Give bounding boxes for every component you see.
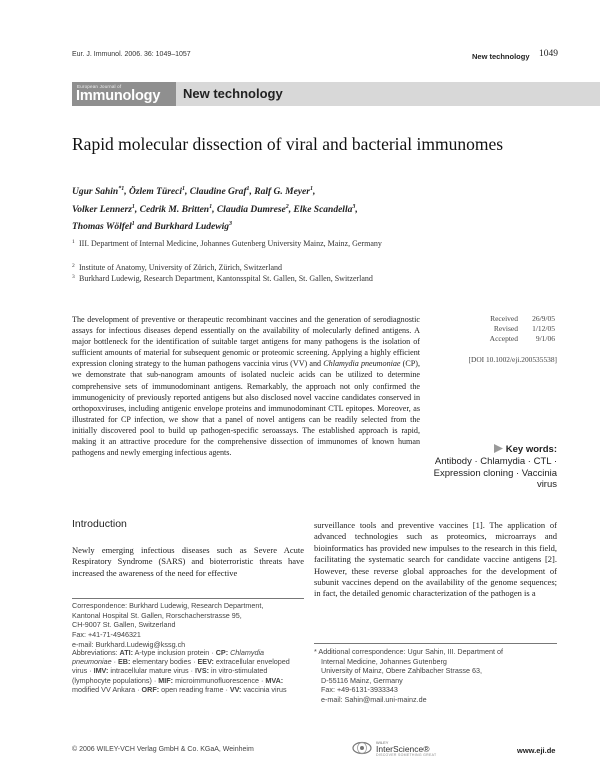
author-separator: , (288, 204, 294, 215)
author-name: Volker Lennerz (72, 204, 132, 215)
affiliation-2 (72, 262, 452, 274)
banner-section-title: New technology (183, 86, 283, 101)
arrow-right-icon (494, 444, 503, 453)
journal-logo-subtitle: European Journal of (77, 84, 122, 89)
author-name: Özlem Türeci (128, 187, 183, 198)
abbreviation-definition: Chlamydia pneumoniae (72, 648, 265, 667)
abbreviation-definition: vaccinia virus (243, 684, 287, 694)
affiliation-number: 3 (72, 274, 75, 280)
footnote-divider (314, 643, 557, 644)
publisher-logo-tagline: DISCOVER SOMETHING GREAT (376, 753, 437, 757)
date-received (440, 314, 557, 323)
date-label: Received (490, 314, 518, 323)
abbreviations-footnote (72, 648, 304, 694)
doi: [DOI 10.1002/eji.200535538] (468, 355, 557, 364)
author-affiliation-mark: 3 (228, 221, 232, 228)
author-affiliation-mark: 1 (182, 186, 186, 192)
author-separator: , (185, 187, 190, 198)
additional-correspondence-line: University of Mainz, Obere Zahlbacher Strasse 63, (321, 666, 482, 676)
author-name: Ugur Sahin (72, 187, 119, 198)
correspondence-line: Fax: +41-71-4946321 (72, 630, 141, 640)
abbreviation-definition: in vitro-stimulated (lymphocyte populations) (72, 666, 268, 685)
abbreviation-term: IMV: (93, 666, 109, 676)
date-label: Accepted (489, 334, 518, 343)
additional-correspondence-line: Internal Medicine, Johannes Gutenberg (321, 656, 447, 666)
abbreviation-separator: · (258, 675, 266, 685)
running-section-title: New technology (472, 52, 530, 61)
author-separator: and (134, 222, 155, 233)
journal-url: www.eji.de (517, 746, 556, 755)
section-heading-introduction: Introduction (72, 518, 127, 530)
affiliation-3 (72, 273, 452, 285)
introduction-column-1: Newly emerging infectious diseases such as Severe Acute Respiratory Syndrome (SARS) and bioterroristic threats have increased the awareness of the need for effective (72, 545, 304, 578)
author-name: Elke Scandella (293, 204, 353, 215)
abbreviation-term: CP: (215, 648, 229, 657)
affiliation-number: 1 (72, 239, 75, 245)
date-value: 9/1/06 (535, 334, 555, 343)
affiliation-number: 2 (72, 263, 75, 269)
correspondence-line: Correspondence: Burkhard Ludewig, Research Department, (72, 601, 264, 610)
author-affiliation-mark: 1 (131, 203, 135, 210)
affiliation-text: Institute of Anatomy, University of Zürich, Zürich, Switzerland (79, 263, 282, 272)
author-affiliation-mark: 1 (309, 186, 313, 192)
keywords-heading (465, 444, 557, 455)
affiliation-1 (72, 238, 452, 250)
author-separator: , (312, 187, 316, 198)
author-list (72, 182, 532, 235)
affiliation-text: Burkhard Ludewig, Research Department, Kantonsspital St. Gallen, St. Gallen, Switzerland (79, 274, 373, 283)
date-revised (440, 324, 557, 333)
abbreviation-term: ORF: (141, 684, 160, 694)
author-affiliation-mark: 1 (209, 203, 213, 210)
abbreviation-separator: · (111, 657, 118, 667)
keywords-list: Antibody · Chlamydia · CTL · Expression cloning · Vaccinia virus (433, 456, 557, 491)
interscience-logo-icon (352, 741, 372, 755)
additional-correspondence-line: * Additional correspondence: Ugur Sahin, III. Department of (314, 647, 503, 656)
abstract-organism-name: Chlamydia pneumoniae (323, 359, 401, 369)
abbreviation-term: EB: (117, 657, 131, 667)
publisher-logo-text: InterScience® (376, 744, 430, 754)
author-separator: , (134, 204, 140, 215)
author-affiliation-mark: *1 (118, 186, 125, 192)
abbreviation-term: ATI: (119, 648, 133, 657)
author-separator: , (212, 204, 217, 215)
abbreviation-separator: · (191, 657, 198, 667)
author-separator: , (355, 204, 358, 215)
author-affiliation-mark: 1 (131, 221, 135, 228)
introduction-column-2: surveillance tools and preventive vaccines [1]. The application of advanced technologies such as proteomics, microarrays and bioinformatics has provided new impulses to the research in this field, facilitating the systematic search for candidate vaccine antigens [2]. However, these reverse global approaches for the development of subunit vaccines depend on the availability of the genome sequences; in fact, the detailed genomic characterization of the pathogen is a (314, 520, 557, 599)
additional-correspondence-footnote (314, 647, 557, 705)
abbreviations-label: Abbreviations: (72, 648, 118, 657)
abbreviation-definition: elementary bodies (132, 657, 192, 667)
author-affiliation-mark: 1 (246, 186, 250, 192)
correspondence-line: CH-9007 St. Gallen, Switzerland (72, 620, 176, 630)
abstract-text-2: (CP), we demonstrate that sub-nanogram amounts of isolated nucleic acids can be utilized to determine comprehensive sets of immunodominant antigens. Remarkably, the approach not only confirmed the immunogenicity of previously reported antigens but also disclosed novel vaccine candidates conserved in orthopoxviruses, including antigenic envelope proteins and immunodominant CTL epitopes. Moreover, as illustrated for CP infection, we show that a panel of novel antigens can be readily selected from the initially discovered pool to build up pathogen-specific seroassays. The established approach is rapid, making it an attractive procedure for the comprehensive dissection of immunomes of known human pathogens and newly emerging infectious agents. (72, 359, 420, 458)
journal-logo-title: Immunology (76, 88, 161, 104)
abbreviation-definition: A-type inclusion protein (134, 648, 210, 657)
additional-correspondence-email: e-mail: Sahin@mail.uni-mainz.de (321, 694, 427, 704)
abbreviation-term: IVS: (195, 666, 210, 676)
author-name: Claudine Graf (189, 187, 247, 198)
abbreviation-term: EEV: (197, 657, 214, 667)
author-name: Cedrik M. Britten (139, 204, 210, 215)
publisher-logo-small: WILEY (376, 740, 389, 745)
affiliation-text: III. Department of Internal Medicine, Johannes Gutenberg University Mainz, Mainz, Germany (79, 239, 382, 248)
date-value: 1/12/05 (532, 324, 555, 333)
article-title: Rapid molecular dissection of viral and bacterial immunomes (72, 134, 504, 154)
abbreviation-term: MIF: (158, 675, 174, 685)
abbreviation-separator: · (188, 666, 196, 676)
journal-reference: Eur. J. Immunol. 2006. 36: 1049–1057 (72, 51, 191, 58)
abstract-text-1: The development of preventive or therapeutic recombinant vaccines and the generation of serodiagnostic assays for infectious diseases depend essentially on the availability of molecularly defined antigens. A major bottleneck for the identification of suitable target antigens for many pathogens is the isolation of sufficient amounts of material for subsequent genomic or proteomic screening. Applying a highly efficient expression cloning strategy to the human pathogens vaccinia virus (VV) and (72, 315, 420, 369)
abbreviation-separator: · (151, 675, 159, 685)
correspondence-footnote (72, 601, 304, 650)
abbreviation-separator: · (209, 648, 216, 657)
author-name: Claudia Dumrese (216, 204, 286, 215)
keywords-heading-label: Key words: (505, 444, 557, 455)
abstract (72, 314, 420, 458)
page-number: 1049 (539, 49, 558, 59)
author-name: Ralf G. Meyer (254, 187, 310, 198)
abbreviation-separator: · (223, 684, 230, 694)
abbreviation-term: VV: (229, 684, 242, 694)
author-separator: , (124, 187, 129, 198)
date-label: Revised (493, 324, 518, 333)
correspondence-line: Kantonal Hospital St. Gallen, Rorschacherstrasse 95, (72, 610, 242, 620)
abbreviation-separator: · (87, 666, 94, 676)
author-affiliation-mark: 2 (285, 203, 289, 210)
abbreviation-separator: · (135, 684, 142, 694)
abbreviation-definition: open reading frame (161, 684, 224, 694)
additional-correspondence-line: D-55116 Mainz, Germany (321, 675, 403, 685)
date-value: 26/9/05 (532, 314, 555, 323)
author-name: Thomas Wölfel (72, 222, 132, 233)
abbreviation-definition: intracellular mature virus (110, 666, 189, 676)
abbreviation-definition: modified VV Ankara (72, 684, 136, 694)
correspondence-email: e-mail: Burkhard.Ludewig@kssg.ch (72, 639, 186, 649)
abbreviation-term: MVA: (265, 675, 284, 685)
author-name: Burkhard Ludewig (154, 222, 229, 233)
abbreviation-definition: extracellular enveloped virus (72, 657, 290, 676)
footnote-divider (72, 598, 304, 599)
author-affiliation-mark: 3 (352, 203, 356, 210)
additional-correspondence-line: Fax: +49-6131-3933343 (321, 685, 398, 695)
author-separator: , (249, 187, 255, 198)
date-accepted (440, 334, 557, 343)
copyright-notice: © 2006 WILEY-VCH Verlag GmbH & Co. KGaA, Weinheim (72, 746, 254, 753)
abbreviation-definition: microimmunofluorescence (175, 675, 259, 685)
